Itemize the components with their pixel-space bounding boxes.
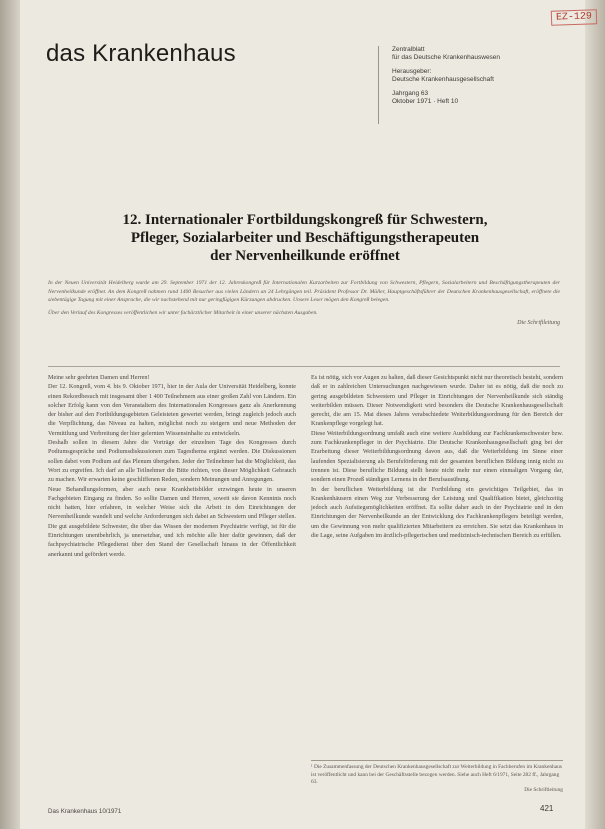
- publication-line: Jahrgang 63: [392, 90, 429, 97]
- title-line: der Nervenheilkunde eröffnet: [210, 248, 400, 264]
- footer-journal: Das Krankenhaus 10/1971: [48, 808, 122, 815]
- publication-line: Zentralblatt: [392, 46, 425, 53]
- body-paragraph: Meine sehr geehrten Damen und Herren!: [48, 374, 150, 381]
- article-title: [60, 211, 550, 265]
- section-divider: [48, 366, 560, 367]
- right-column: [311, 373, 563, 540]
- footnote-signature: Die Schriftleitung: [524, 786, 563, 793]
- footnote: [311, 760, 563, 794]
- abstract-paragraph: In der Neuen Universität Heidelberg wurde am 29. September 1971 der 12. Jahreskongreß für Internationalen Kurzarbeiten zur Fortbildung von Schwestern, Pflegern, Sozialarbeitern und Beschäftigungstherapeuten der Nervenheilkunde eröffnet. An dem Kongreß nahmen rund 1400 Besucher aus vielen Ländern an 24 Lehrgängen teil. Präsident Professor Dr. Müller, Hauptgeschäftsführer der Deutschen Krankenhausgesellschaft, eröffnete die siebentägige Tagung mit einer Ansprache, die wir nachstehend mit nur geringfügigen Kürzungen abdrucken. Unsere Leser mögen den Kongreß belegen.: [48, 280, 560, 304]
- archive-stamp: EZ-129: [551, 9, 598, 26]
- publication-line: Deutsche Krankenhausgesellschaft: [392, 76, 494, 83]
- right-page-edge: [585, 0, 605, 829]
- publication-line: Oktober 1971 · Heft 10: [392, 98, 459, 105]
- abstract-signature: Die Schriftleitung: [517, 320, 560, 327]
- title-line: 12. Internationaler Fortbildungskongreß für Schwestern,: [122, 212, 488, 228]
- publication-info: [392, 46, 500, 106]
- abstract-paragraph: Über den Verlauf des Kongresses veröffentlichen wir unter fachärztlicher Mitarbeit in einer unserer nächsten Ausgaben.: [48, 309, 318, 316]
- body-paragraph: Es ist nötig, sich vor Augen zu halten, daß dieser Gesichtspunkt nicht nur theoretisch besteht, sondern daß er in zahlreichen Untersuchungen nachgewiesen wurde. Daher ist es nötig, daß die noch zu gering ausgebildeten Schwestern und Pfleger in Einrichtungen der Nervenheilkunde sich ständig weiterbilden müssen. Dieser Notwendigkeit wird besonders die Deutsche Krankenhausgesellschaft gerecht, die am 15. Mai dieses Jahres verabschiedete Weiterbildungsordnung für den Bereich der Krankenpflege vorgelegt hat.: [311, 374, 563, 428]
- body-paragraph: Diese Weiterbildungsordnung umfaßt auch eine weitere Ausbildung zur Fachkrankenschwester bzw. zum Fachkrankenpfleger in der Psychiatrie. Die Deutsche Krankenhausgesellschaft ging bei der Erarbeitung dieser Weiterbildungsordnung davon aus, daß die Weiterbildung im Sinne einer laufenden Spezialisierung als Berufsförderung mit der gesamten beruflichen Bildung innig nicht zu trennen ist. Diese berufliche Bildung stellt heute nicht mehr nur einen einmaligen Vorgang dar, sondern einen Prozeß ständigen Lernens in der Berufsausübung.: [311, 429, 563, 484]
- body-paragraph: Neue Behandlungsformen, aber auch neue Krankheitsbilder erzwingen heute in unseren Fachgebieten Eingang zu finden. So sollte Damen und Herren, soweit sie davon Kenntnis noch nicht hatten, hier erfahren, in welcher Weise sich die Arbeit in den Einrichtungen der Nervenheilkunde wandelt und welche Anforderungen sich dabei an Schwestern und Pfleger stellen. Die gut ausgebildete Schwester, die über das Wissen der modernen Psychiatrie verfügt, ist für die Einrichtungen unentbehrlich, ja unersetzbar, und ich möchte alle hier dafür gewinnen, daß der fachpsychiatrische Pflegedienst über den Stand der Gesellschaft hinaus in der Öffentlichkeit anerkannt und gefördert werde.: [48, 485, 296, 558]
- page-number: 421: [540, 804, 554, 813]
- publication-line: Herausgeber:: [392, 68, 432, 75]
- body-paragraph: Deshalb sollen in diesem Jahre die Vorträge der einzelnen Tage des Kongresses durch Podiumsgespräche und Podiumsdiskussionen zum Tagesthema ergänzt werden. Die Diskussionen sollen dabei vom Podium auf das Plenum übergehen. Jeder der Teilnehmer hat die Möglichkeit, das Wort zu ergreifen. Ich darf an alle Teilnehmer die Bitte richten, von dieser Möglichkeit Gebrauch zu machen. Wir erwarten keine geschliffenen Reden, sondern Meinungen und Anregungen.: [48, 439, 296, 484]
- body-paragraph: In der beruflichen Weiterbildung ist die Fortbildung ein gewichtiges Teilgebiet, das in Krankenhäusern einen Weg zur Verbesserung der Leistung und Qualifikation bietet, gleichzeitig jedoch auch Aufstiegsmöglichkeiten eröffnet. Es sollte daher auch in der Psychiatrie und in den Einrichtungen der Nervenheilkunde an der Entwicklung des Fachkrankenpflegers beteiligt werden, um die Gewinnung von mehr qualifizierten Mitarbeitern zu erreichen. Sie setzt das Krankenhaus in die Lage, seine Aufgaben im ärztlich-pflegerischen und medizinisch-technischen Bereich zu erfüllen.: [311, 485, 563, 540]
- masthead-title: das Krankenhaus: [46, 40, 236, 67]
- left-page-edge: [0, 0, 20, 829]
- title-line: Pfleger, Sozialarbeiter und Beschäftigungstherapeuten: [130, 230, 480, 246]
- masthead-divider: [378, 46, 379, 124]
- body-paragraph: Der 12. Kongreß, vom 4. bis 9. Oktober 1971, hier in der Aula der Universität Heidelberg, konnte einen Rekordbesuch mit insgesamt über 1 400 Teilnehmern aus einer großen Zahl von Ländern. Ein solcher Erfolg kann von den Veranstaltern des Internationalen Kongresses ganz als Anerkennung der bisher auf den Fortbildungsgebieten Geleisteten gewertet werden, bringt zugleich jedoch auch die Verpflichtung, das Niveau zu halten, möglichst noch zu steigern und neue Methoden der Vermittlung und Verbreitung der hier gelernten Wissensinhalte zu entwickeln.: [48, 383, 296, 437]
- article-abstract: [48, 279, 560, 328]
- publication-line: für das Deutsche Krankenhauswesen: [392, 54, 501, 61]
- footnote-text: ¹ Die Zusammenfassung der Deutschen Krankenhausgesellschaft zur Weiterbildung in Fachberufen im Krankenhaus ist veröffentlicht und kann bei der Geschäftsstelle bezogen werden. Siehe auch Heft 6/1971, Seite 282 ff., Jahrgang 63.: [311, 764, 562, 786]
- left-column: [48, 373, 296, 559]
